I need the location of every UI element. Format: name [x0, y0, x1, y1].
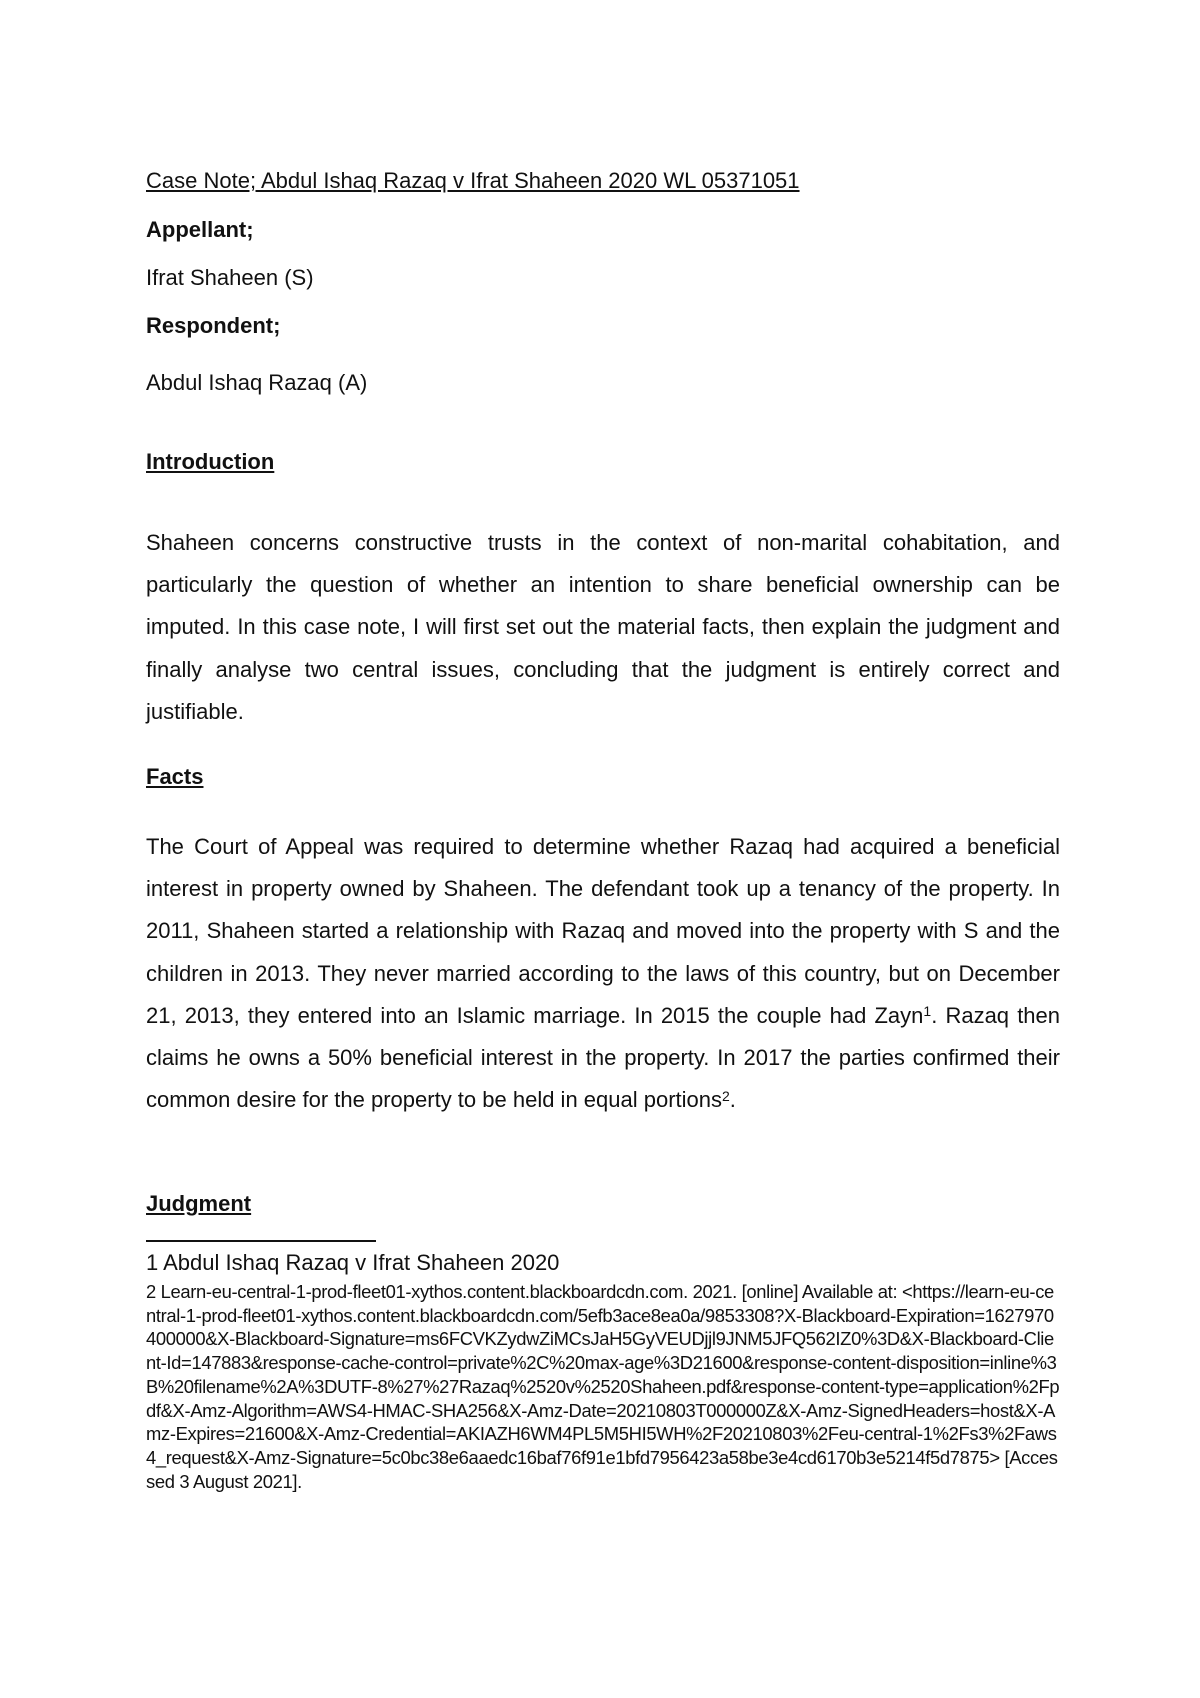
facts-paragraph [146, 826, 1060, 1121]
footnote-1: 1 Abdul Ishaq Razaq v Ifrat Shaheen 2020 [146, 1250, 560, 1275]
footnote-ref-1: 1 [923, 1003, 932, 1020]
footnote-ref-2: 2 [722, 1087, 730, 1104]
introduction-paragraph: Shaheen concerns constructive trusts in the context of non-marital cohabitation, and particularly the question of whether an intention to share beneficial ownership can be imputed. In this case note, I will first set out the material facts, then explain the judgment and finally analyse two central issues, concluding that the judgment is entirely correct and justifiable. [146, 530, 1060, 724]
appellant-label: Appellant; [146, 217, 254, 242]
respondent-label: Respondent; [146, 313, 281, 338]
introduction-heading: Introduction [146, 449, 275, 474]
document-page [146, 0, 1060, 1698]
respondent-name: Abdul Ishaq Razaq (A) [146, 370, 368, 395]
facts-text-part2: . Razaq then claims he owns a 50% beneficial interest in the property. In 2017 the parties confirmed their common desire for the property to be held in equal portions [146, 1002, 1061, 1113]
case-note-title: Case Note; Abdul Ishaq Razaq v Ifrat Shaheen 2020 WL 05371051 [146, 168, 800, 193]
appellant-name: Ifrat Shaheen (S) [146, 265, 314, 290]
judgment-heading: Judgment [146, 1191, 252, 1216]
facts-text-part3: . [729, 1087, 736, 1113]
facts-heading: Facts [146, 764, 204, 789]
footnote-separator [146, 1240, 376, 1242]
facts-text-part1: The Court of Appeal was required to determine whether Razaq had acquired a beneficial interest in property owned by Shaheen. The defendant took up a tenancy of the property. In 2011, Shaheen started a relationship with Razaq and moved into the property with S and the children in 2013. They never married according to the laws of this country, but on December 21, 2013, they entered into an Islamic marriage. In 2015 the couple had Zayn [146, 834, 1060, 1028]
footnote-2: 2 Learn-eu-central-1-prod-fleet01-xythos.content.blackboardcdn.com. 2021. [online] Available at: <https://learn-eu-central-1-prod-fleet01-xythos.content.blackboardcdn.com/5efb3ace8ea0a/9853308?X-Blackboard-Expiration=1627970400000&X-Blackboard-Signature=ms6FCVKZydwZiMCsJaH5GyVEUDjjl9JNM5JFQ562IZ0%3D&X-Blackboard-Client-Id=147883&response-cache-control=private%2C%20max-age%3D21600&response-content-disposition=inline%3B%20filename%2A%3DUTF-8%27%27Razaq%2520v%2520Shaheen.pdf&response-content-type=application%2Fpdf&X-Amz-Algorithm=AWS4-HMAC-SHA256&X-Amz-Date=20210803T000000Z&X-Amz-SignedHeaders=host&X-Amz-Expires=21600&X-Amz-Credential=AKIAZH6WM4PL5M5HI5WH%2F20210803%2Feu-central-1%2Fs3%2Faws4_request&X-Amz-Signature=5c0bc38e6aaedc16baf76f91e1bfd7956423a58be3e4cd6170b3e5214f5d7875> [Accessed 3 August 2021]. [146, 1281, 1060, 1492]
